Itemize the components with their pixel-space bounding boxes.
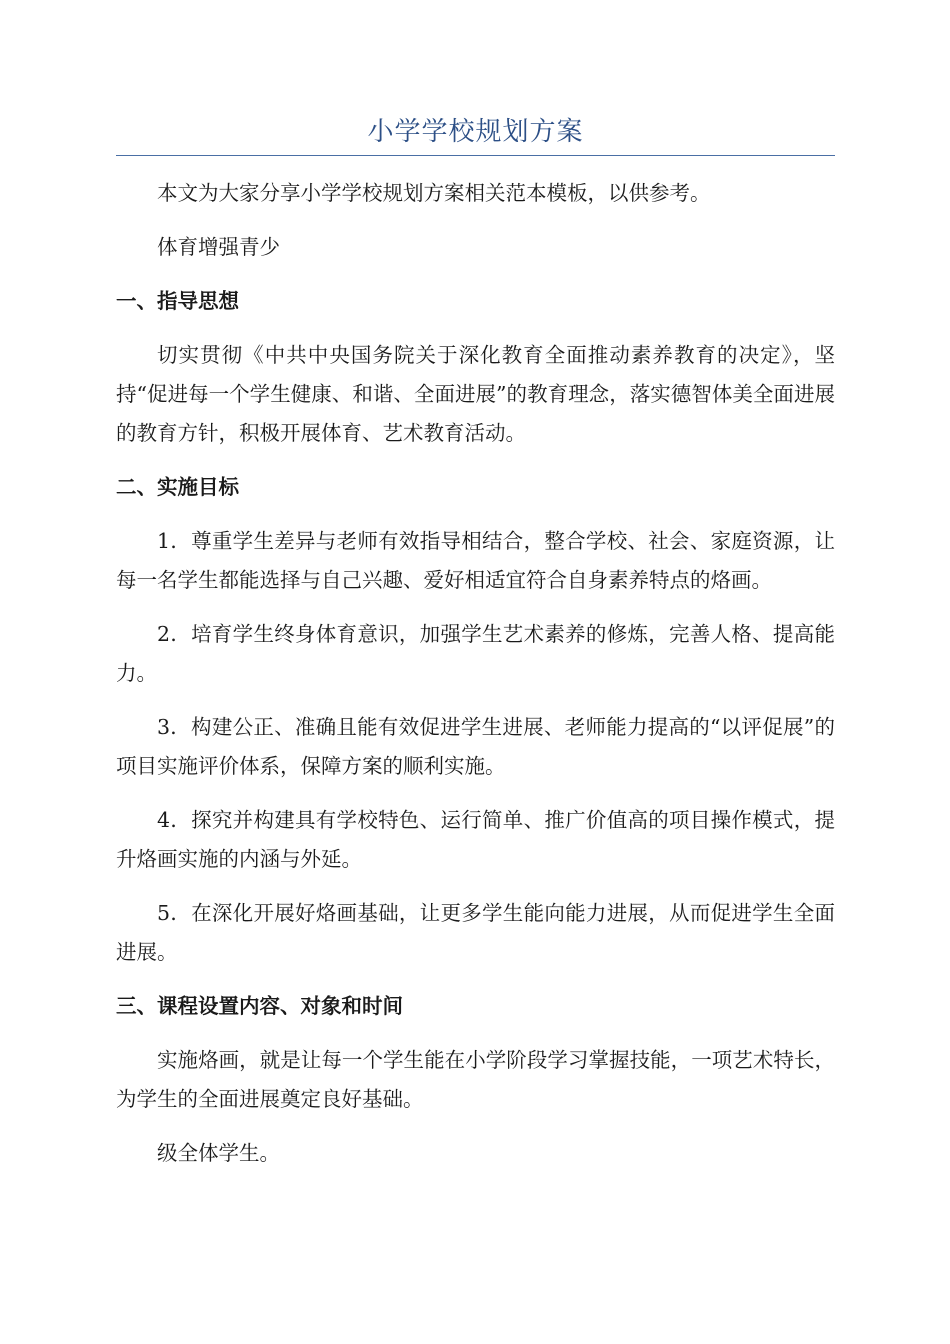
title-block: [116, 112, 835, 156]
goal-item-4: 4．探究并构建具有学校特色、运行简单、推广价值高的项目操作模式，提升烙画实施的内涵与外延。: [116, 808, 835, 871]
section-heading-guiding-thought: 一、指导思想: [116, 289, 239, 313]
section-heading-goals: 二、实施目标: [116, 475, 239, 499]
intro-paragraph: 本文为大家分享小学学校规划方案相关范本模板，以供参考。: [157, 181, 711, 205]
subtitle-line: 体育增强青少: [157, 235, 280, 259]
goal-item-2: 2．培育学生终身体育意识，加强学生艺术素养的修炼，完善人格、提高能力。: [116, 622, 835, 685]
curriculum-paragraph-2: 级全体学生。: [157, 1141, 280, 1165]
section-heading-curriculum: 三、课程设置内容、对象和时间: [116, 994, 403, 1018]
guiding-thought-paragraph: 切实贯彻《中共中央国务院关于深化教育全面推动素养教育的决定》，坚持“促进每一个学生健康、和谐、全面进展”的教育理念，落实德智体美全面进展的教育方针，积极开展体育、艺术教育活动。: [116, 343, 835, 445]
document-body: [116, 174, 835, 1188]
goal-item-5: 5．在深化开展好烙画基础，让更多学生能向能力进展，从而促进学生全面进展。: [116, 901, 835, 964]
curriculum-paragraph-1: 实施烙画，就是让每一个学生能在小学阶段学习掌握技能，一项艺术特长，为学生的全面进展奠定良好基础。: [116, 1048, 835, 1111]
document-title: 小学学校规划方案: [367, 117, 584, 147]
goal-item-3: 3．构建公正、准确且能有效促进学生进展、老师能力提高的“以评促展”的项目实施评价体系，保障方案的顺利实施。: [116, 715, 835, 778]
goal-item-1: 1．尊重学生差异与老师有效指导相结合，整合学校、社会、家庭资源，让每一名学生都能选择与自己兴趣、爱好相适宜符合自身素养特点的烙画。: [116, 529, 835, 592]
